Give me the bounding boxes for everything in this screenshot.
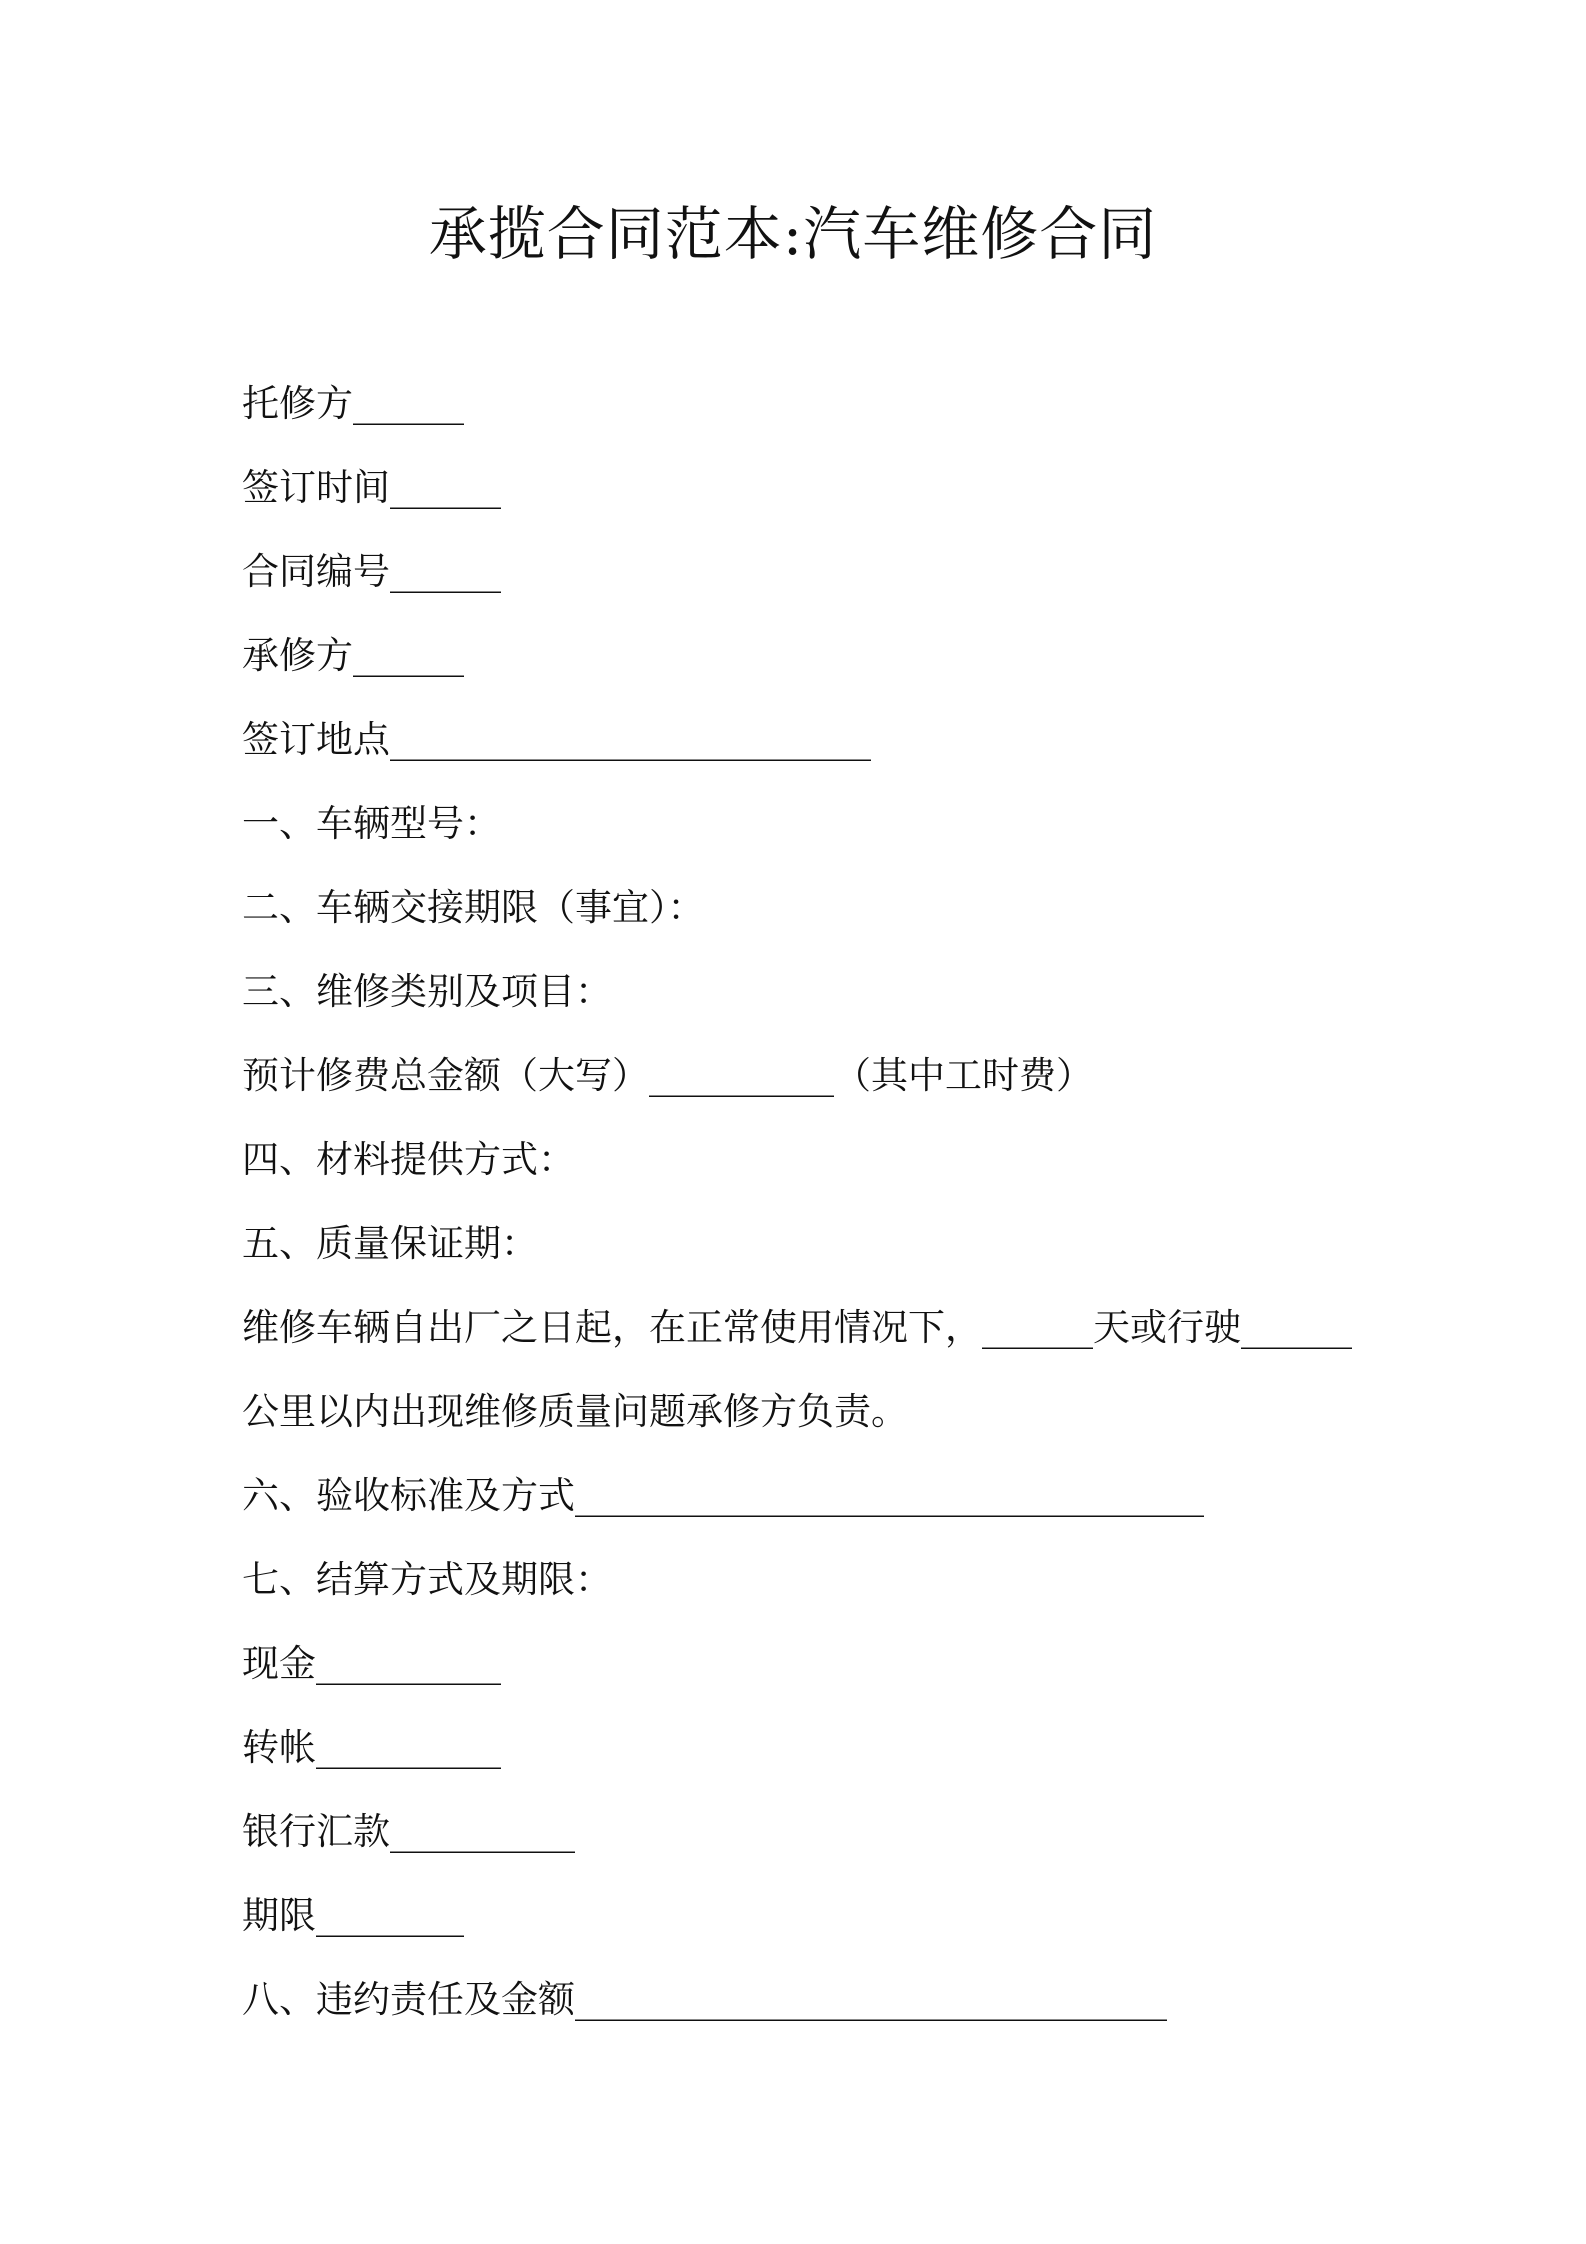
acceptance-standard-line: 六、验收标准及方式__________________________________: [242, 1474, 1204, 1517]
repair-category-line: 三、维修类别及项目：: [242, 970, 612, 1013]
signing-date-line: 签订时间______: [242, 466, 501, 509]
contract-number-line: 合同编号______: [242, 550, 501, 593]
deadline-line: 期限________: [242, 1894, 464, 1937]
material-supply-line: 四、材料提供方式：: [242, 1138, 575, 1181]
signing-place-line: 签订地点__________________________: [242, 718, 871, 761]
vehicle-handover-line: 二、车辆交接期限（事宜）：: [242, 886, 705, 929]
liability-amount-line: 八、违约责任及金额________________________________: [242, 1978, 1167, 2021]
settlement-method-line: 七、结算方式及期限：: [242, 1558, 612, 1601]
warranty-period-line: 五、质量保证期：: [242, 1222, 538, 1265]
warranty-detail-line: 维修车辆自出厂之日起，在正常使用情况下，______天或行驶______: [242, 1306, 1352, 1349]
document-title: 承揽合同范本:汽车维修合同: [428, 200, 1158, 268]
estimated-cost-line: 预计修费总金额（大写）__________（其中工时费）: [242, 1054, 1093, 1097]
contract-body: [242, 362, 1442, 2042]
bank-remittance-line: 银行汇款__________: [242, 1810, 575, 1853]
transfer-line: 转帐__________: [242, 1726, 501, 1769]
client-party-line: 托修方______: [242, 382, 464, 425]
vehicle-model-line: 一、车辆型号：: [242, 802, 501, 845]
repair-party-line: 承修方______: [242, 634, 464, 677]
warranty-detail-continuation-line: 公里以内出现维修质量问题承修方负责。: [242, 1390, 908, 1433]
cash-line: 现金__________: [242, 1642, 501, 1685]
